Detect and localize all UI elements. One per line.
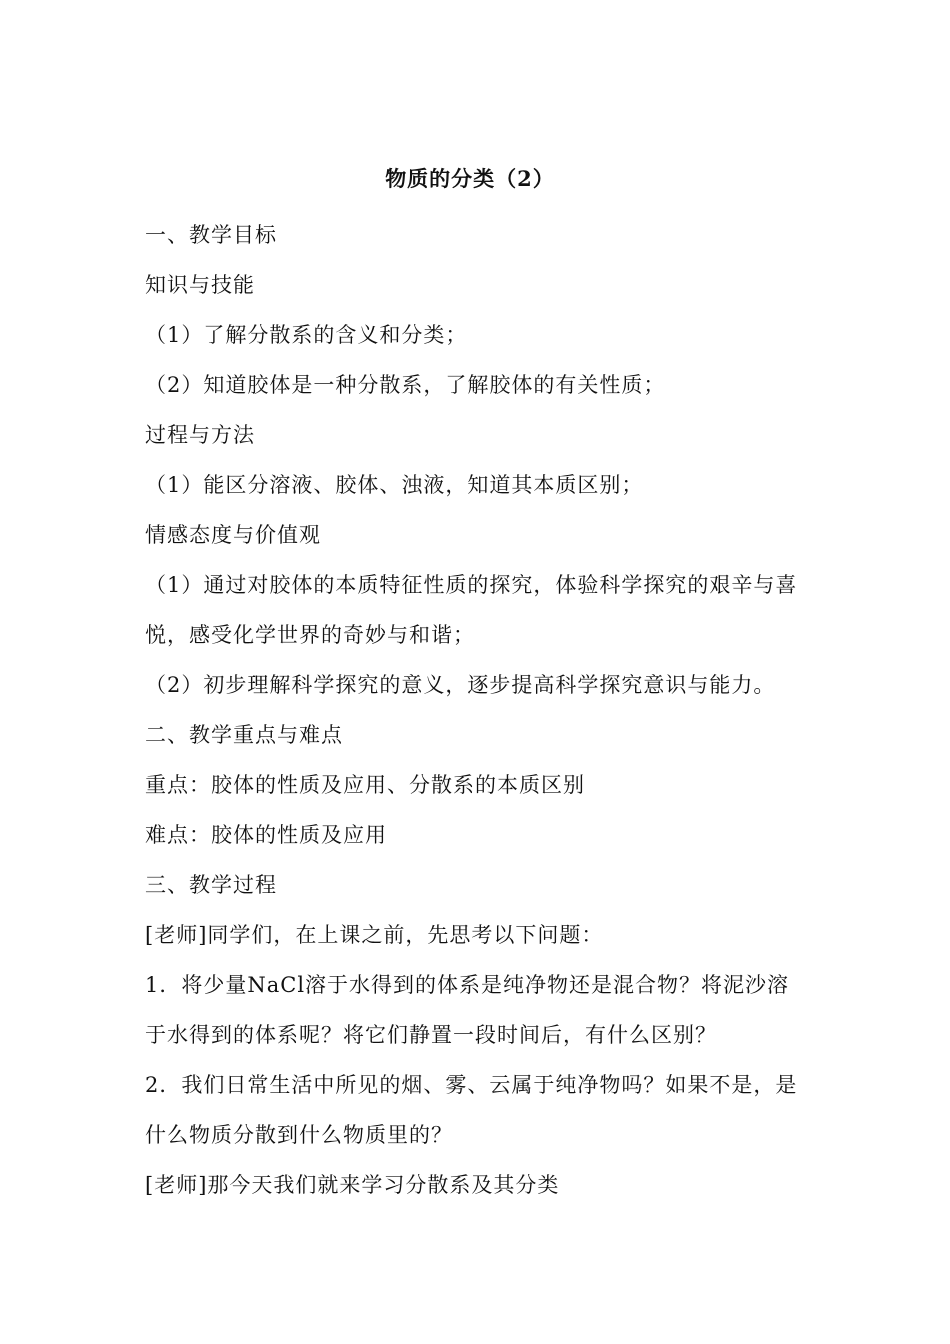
text-line: （2）知道胶体是一种分散系，了解胶体的有关性质；	[145, 373, 666, 397]
text-line: 悦，感受化学世界的奇妙与和谐；	[145, 623, 475, 647]
section-heading-objectives: 一、教学目标	[145, 223, 277, 247]
text-line: 重点：胶体的性质及应用、分散系的本质区别	[145, 773, 585, 797]
subheading-knowledge-skills: 知识与技能	[145, 273, 255, 297]
subheading-process-methods: 过程与方法	[145, 423, 255, 447]
document-body	[145, 210, 810, 1210]
section-heading-teaching-process: 三、教学过程	[145, 873, 277, 897]
text-line: 难点：胶体的性质及应用	[145, 823, 387, 847]
document-title: 物质的分类（2）	[385, 166, 555, 191]
text-line: 于水得到的体系呢？将它们静置一段时间后，有什么区别？	[145, 1023, 717, 1047]
text-line: 2．我们日常生活中所见的烟、雾、云属于纯净物吗？如果不是，是	[145, 1073, 798, 1097]
text-line: 什么物质分散到什么物质里的？	[145, 1123, 453, 1147]
text-line: [老师]那今天我们就来学习分散系及其分类	[145, 1173, 560, 1197]
text-line: （1）了解分散系的含义和分类；	[145, 323, 468, 347]
text-line: （2）初步理解科学探究的意义，逐步提高科学探究意识与能力。	[145, 673, 776, 697]
text-line: [老师]同学们，在上课之前，先思考以下问题：	[145, 923, 604, 947]
section-heading-key-points: 二、教学重点与难点	[145, 723, 343, 747]
text-line: （1）通过对胶体的本质特征性质的探究，体验科学探究的艰辛与喜	[145, 573, 798, 597]
text-line: （1）能区分溶液、胶体、浊液，知道其本质区别；	[145, 473, 644, 497]
subheading-attitudes-values: 情感态度与价值观	[145, 523, 321, 547]
text-line: 1．将少量NaCl溶于水得到的体系是纯净物还是混合物？将泥沙溶	[145, 973, 790, 997]
